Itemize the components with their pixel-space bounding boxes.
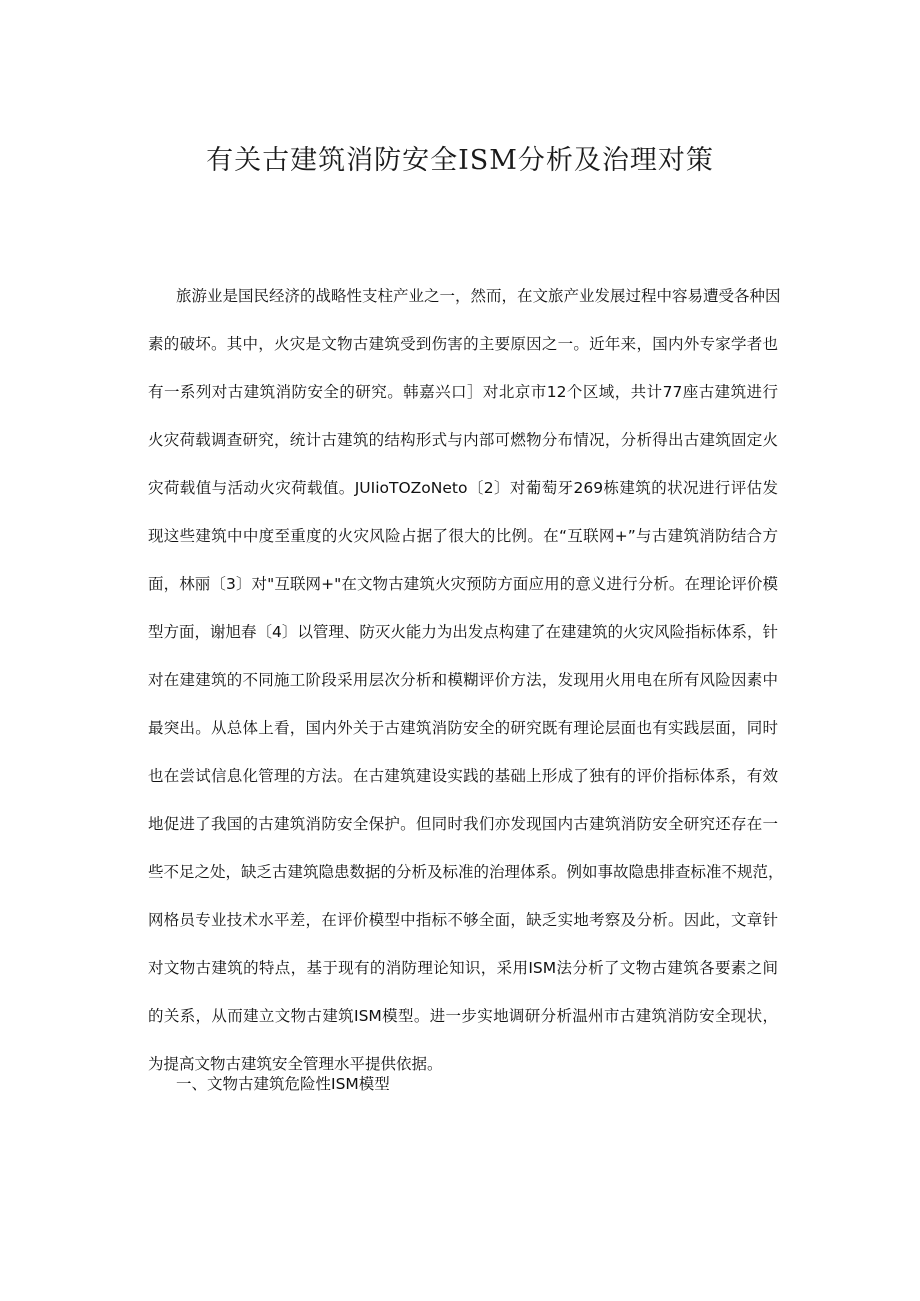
paragraph-line: 网格员专业技术水平差，在评价模型中指标不够全面，缺乏实地考察及分析。因此，文章针 xyxy=(148,911,778,929)
paragraph-line: 也在尝试信息化管理的方法。在古建筑建设实践的基础上形成了独有的评价指标体系，有效 xyxy=(148,767,778,785)
paragraph-line: 旅游业是国民经济的战略性支柱产业之一，然而，在文旅产业发展过程中容易遭受各种因 xyxy=(176,287,781,305)
paragraph-line: 型方面，谢旭春〔4〕以管理、防灭火能力为出发点构建了在建建筑的火灾风险指标体系，针 xyxy=(148,623,778,641)
paragraph-line: 面，林丽〔3〕对"互联网+"在文物古建筑火灾预防方面应用的意义进行分析。在理论评价模 xyxy=(148,575,778,593)
section-heading: 一、文物古建筑危险性ISM模型 xyxy=(176,1075,390,1093)
paragraph-line: 火灾荷载调查研究，统计古建筑的结构形式与内部可燃物分布情况，分析得出古建筑固定火 xyxy=(148,431,778,449)
body-paragraph xyxy=(148,272,784,1088)
paragraph-line: 对在建建筑的不同施工阶段采用层次分析和模糊评价方法，发现用火用电在所有风险因素中 xyxy=(148,671,778,689)
paragraph-line: 对文物古建筑的特点，基于现有的消防理论知识，采用ISM法分析了文物古建筑各要素之间 xyxy=(148,959,778,977)
paragraph-line: 素的破坏。其中，火灾是文物古建筑受到伤害的主要原因之一。近年来，国内外专家学者也 xyxy=(148,335,778,353)
paragraph-line: 现这些建筑中中度至重度的火灾风险占据了很大的比例。在“互联网+”与古建筑消防结合方 xyxy=(148,527,778,545)
paragraph-line: 的关系，从而建立文物古建筑ISM模型。进一步实地调研分析温州市古建筑消防安全现状， xyxy=(148,1007,778,1025)
document-title: 有关古建筑消防安全ISM分析及治理对策 xyxy=(206,145,714,176)
paragraph-line: 为提高文物古建筑安全管理水平提供依据。 xyxy=(148,1055,443,1073)
paragraph-line: 有一系列对古建筑消防安全的研究。韩嘉兴口］对北京市12个区域，共计77座古建筑进行 xyxy=(148,383,778,401)
paragraph-line: 灾荷载值与活动火灾荷载值。JUIioTOZoNeto〔2〕对葡萄牙269栋建筑的状况进行评估发 xyxy=(148,479,778,497)
paragraph-line: 最突出。从总体上看，国内外关于古建筑消防安全的研究既有理论层面也有实践层面，同时 xyxy=(148,719,778,737)
paragraph-line: 地促进了我国的古建筑消防安全保护。但同时我们亦发现国内古建筑消防安全研究还存在一 xyxy=(148,815,778,833)
paragraph-line: 些不足之处，缺乏古建筑隐患数据的分析及标准的治理体系。例如事故隐患排查标准不规范， xyxy=(148,863,784,881)
